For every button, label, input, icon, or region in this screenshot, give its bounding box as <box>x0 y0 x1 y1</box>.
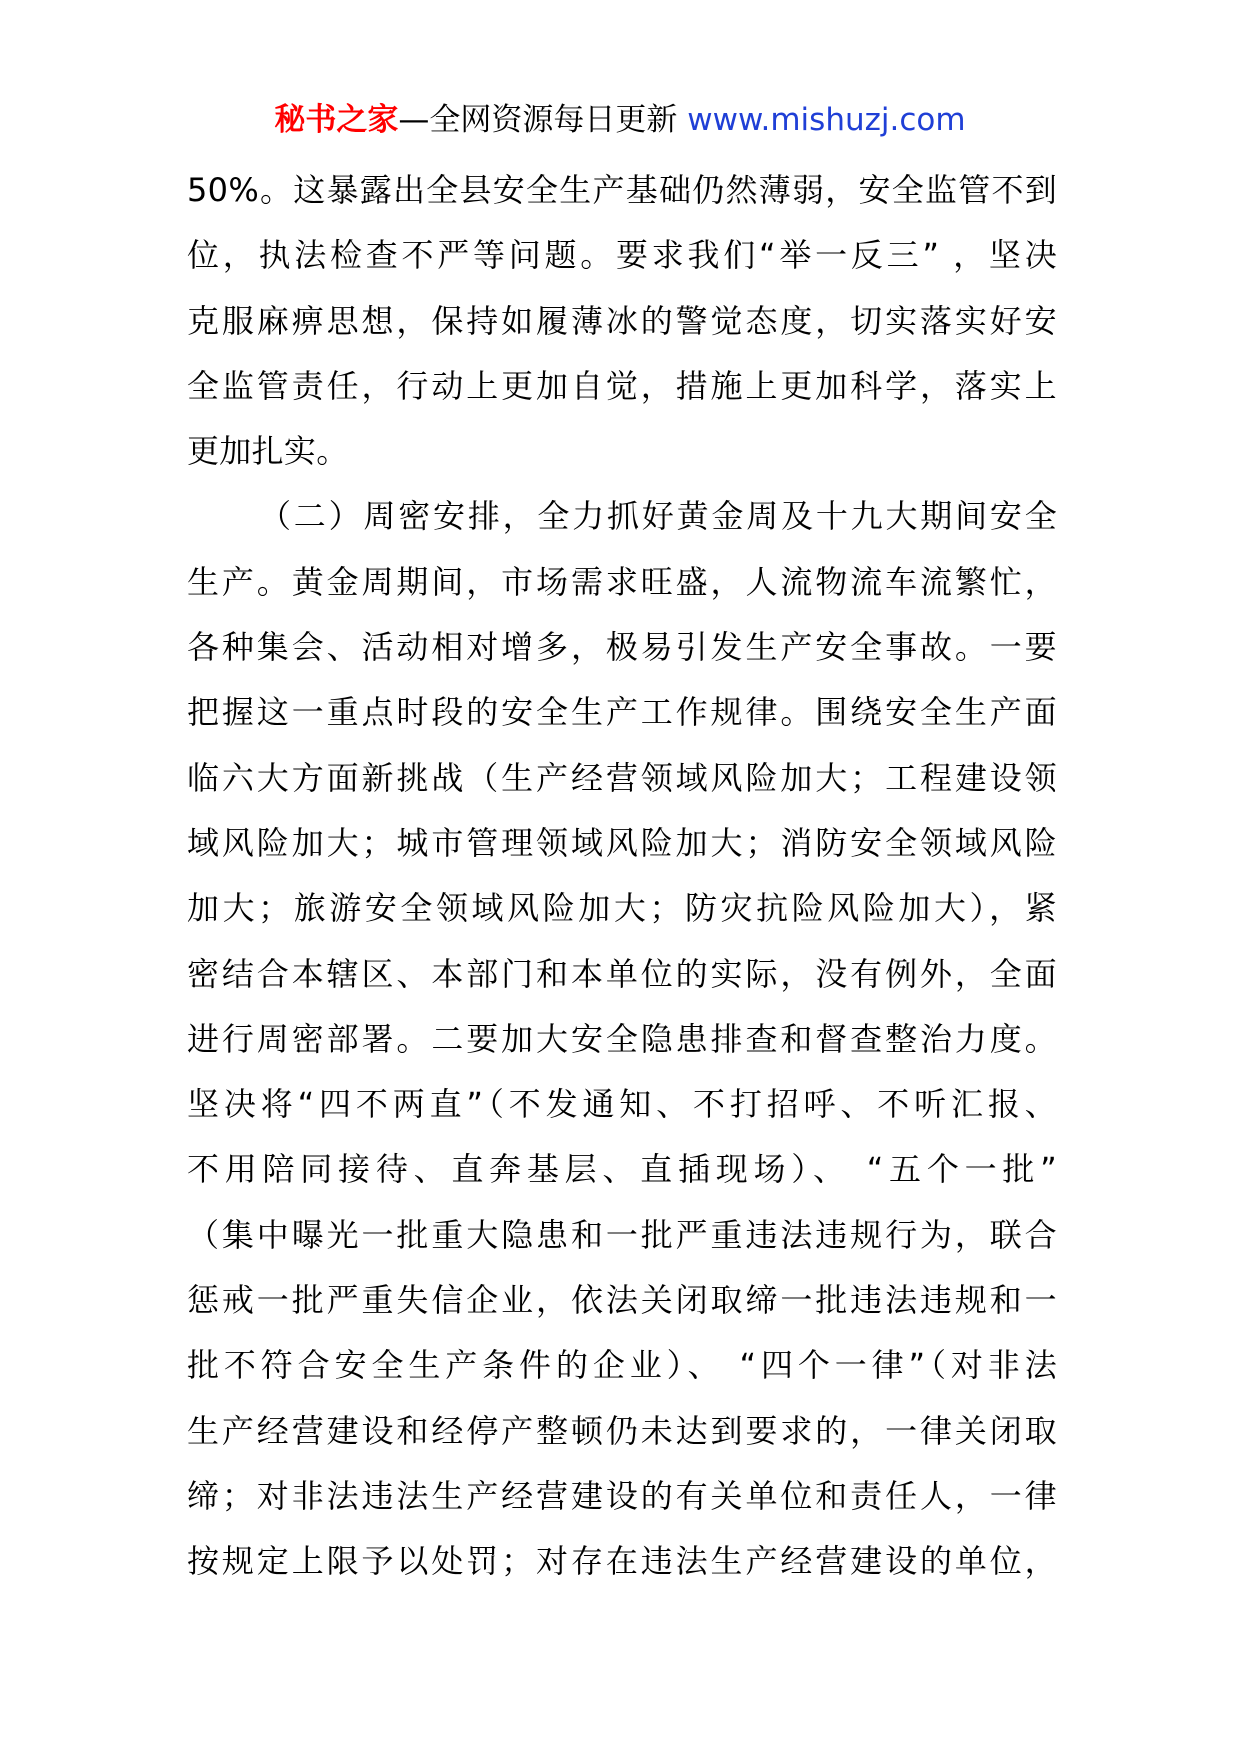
site-tagline: —全网资源每日更新 <box>398 102 678 138</box>
body-line: 各种集会、活动相对增多，极易引发生产安全事故。一要 <box>187 628 1057 667</box>
page-header <box>0 100 1240 140</box>
body-line: 更加扎实。 <box>187 432 349 471</box>
body-line: 不用陪同接待、直奔基层、直插现场）、 “五个一批” <box>187 1150 1057 1189</box>
body-line: 域风险加大；城市管理领域风险加大；消防安全领域风险 <box>187 823 1057 862</box>
body-line: 全监管责任，行动上更加自觉，措施上更加科学，落实上 <box>187 366 1057 405</box>
body-line: 临六大方面新挑战（生产经营领域风险加大；工程建设领 <box>187 758 1057 797</box>
body-line: 按规定上限予以处罚；对存在违法生产经营建设的单位， <box>187 1542 1057 1581</box>
body-line: 惩戒一批严重失信企业，依法关闭取缔一批违法违规和一 <box>187 1281 1057 1320</box>
body-line: 生产经营建设和经停产整顿仍未达到要求的，一律关闭取 <box>187 1411 1057 1450</box>
body-line: 生产。黄金周期间，市场需求旺盛，人流物流车流繁忙， <box>187 562 1057 601</box>
body-line: 缔；对非法违法生产经营建设的有关单位和责任人，一律 <box>187 1476 1057 1515</box>
site-url-link[interactable]: www.mishuzj.com <box>687 102 966 138</box>
body-line: 克服麻痹思想，保持如履薄冰的警觉态度，切实落实好安 <box>187 301 1057 340</box>
body-line: 进行周密部署。二要加大安全隐患排查和督查整治力度。 <box>187 1019 1057 1058</box>
body-line: 把握这一重点时段的安全生产工作规律。围绕安全生产面 <box>187 693 1057 732</box>
body-line: 位，执法检查不严等问题。要求我们“举一反三” ，坚决 <box>187 236 1057 275</box>
body-line: （集中曝光一批重大隐患和一批严重违法违规行为，联合 <box>187 1215 1057 1254</box>
body-line: 加大；旅游安全领域风险加大；防灾抗险风险加大），紧 <box>187 889 1057 928</box>
document-body <box>187 158 1057 1595</box>
body-line: 密结合本辖区、本部门和本单位的实际，没有例外，全面 <box>187 954 1057 993</box>
body-line: 坚决将“四不两直”（不发通知、不打招呼、不听汇报、 <box>187 1085 1057 1124</box>
section-heading-line: （二）周密安排，全力抓好黄金周及十九大期间安全 <box>259 497 1057 536</box>
body-line: 50%。这暴露出全县安全生产基础仍然薄弱，安全监管不到 <box>187 171 1057 209</box>
site-brand: 秘书之家 <box>274 102 399 138</box>
body-line: 批不符合安全生产条件的企业）、 “四个一律”（对非法 <box>187 1346 1057 1385</box>
